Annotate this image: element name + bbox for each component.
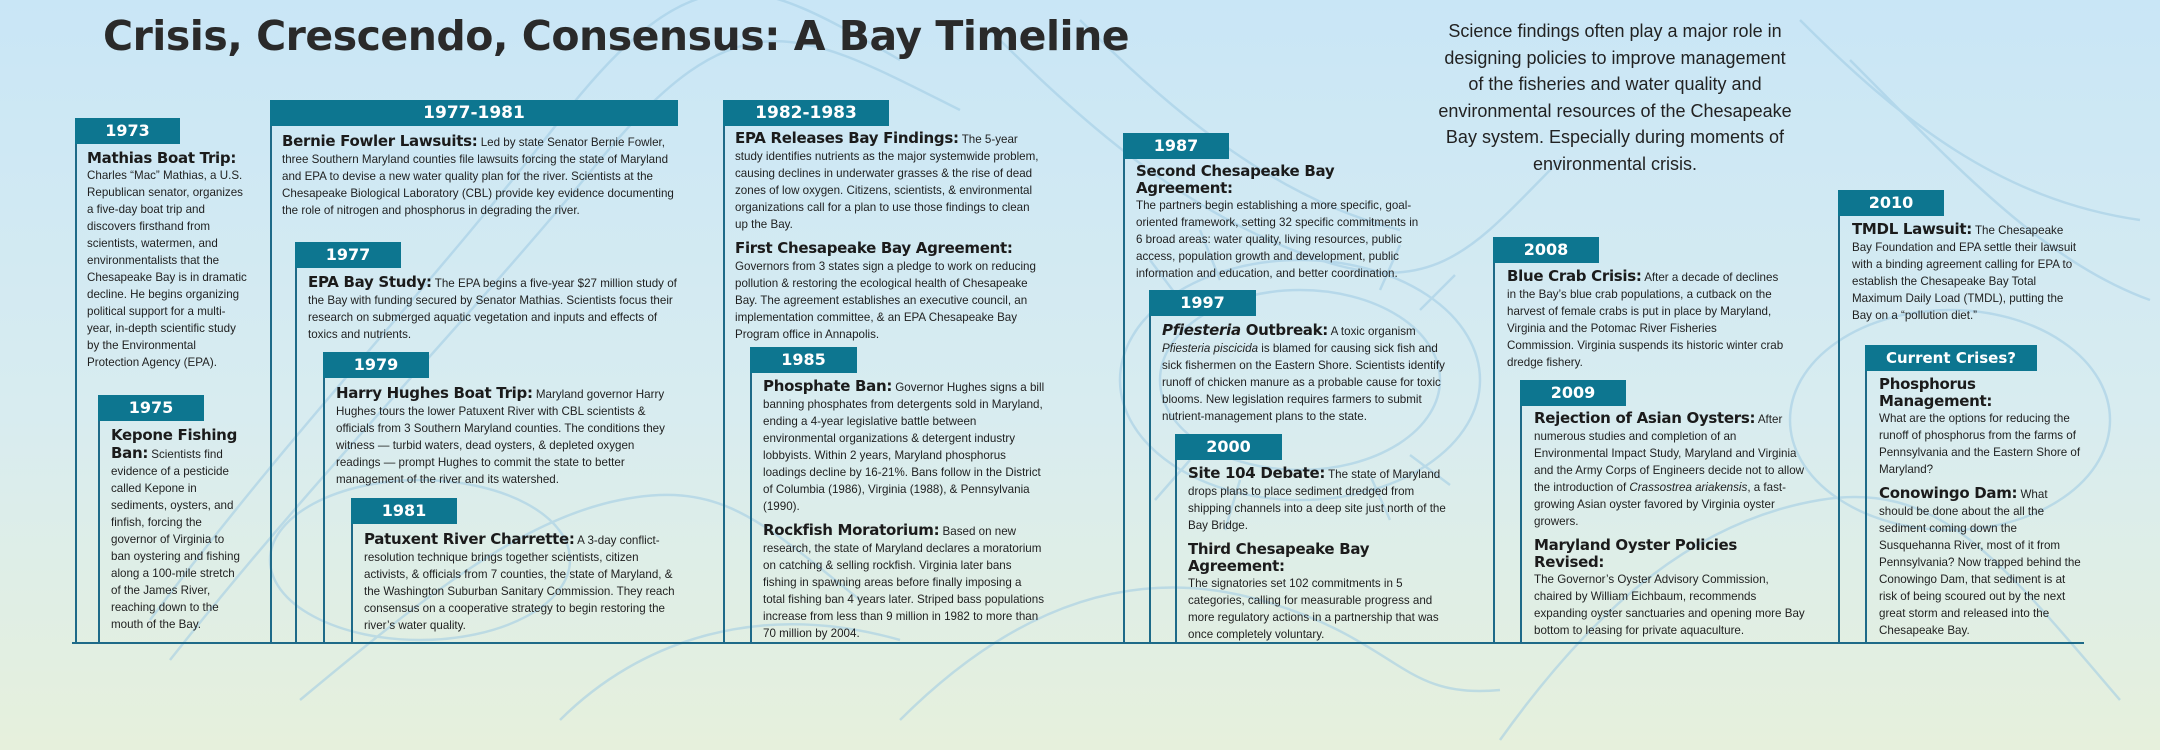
year-label: 1973 <box>105 121 150 140</box>
event-heading: Blue Crab Crisis: <box>1507 267 1642 285</box>
event-text: After numerous studies and completion of an Environmental Impact Study, Maryland and Virginia and the Army Corps of Engineers decide not to allow the introduction of <box>1534 413 1805 494</box>
event-heading: Maryland Oyster Policies Revised: <box>1534 536 1738 571</box>
page-title: Crisis, Crescendo, Consensus: A Bay Timeline <box>103 12 1130 60</box>
connector-2010 <box>1838 215 1840 642</box>
event-text: What should be done about the all the sediment coming down the Susquehanna River, most of it from Pennsylvania? Now trapped behind the Conowingo Dam, that sediment is at risk of being scoured out by the next great storm and released into the Chesapeake Bay. <box>1879 488 2081 637</box>
year-banner-2010 <box>1838 190 1944 216</box>
connector-1973 <box>75 120 77 642</box>
event-heading: Phosphorus Management: <box>1879 375 1993 410</box>
event-text: After a decade of declines in the Bay’s blue crab populations, a cutback on the harvest of female crabs is put in place by Maryland, Virginia and the Potomac River Fisheries Commission. Virginia suspends its historic winter crab dredge fishery. <box>1507 271 1784 369</box>
year-label: 2010 <box>1868 193 1914 212</box>
connector-2008 <box>1493 262 1495 642</box>
event-1981 <box>364 531 686 634</box>
year-label: 1987 <box>1153 136 1199 155</box>
year-label: 2009 <box>1550 383 1596 402</box>
event-text: The signatories set 102 commitments in 5 categories, calling for measurable progress and more regulatory actions in a partnership that was once completely voluntary. <box>1188 577 1439 641</box>
event-current <box>1879 376 2084 646</box>
year-label: 1997 <box>1180 293 1225 312</box>
connector-1977 <box>295 266 297 642</box>
event-text: Led by state Senator Bernie Fowler, three Southern Maryland counties file lawsuits forcing the state of Maryland and EPA to devise a new water quality plan for the river. Scientists at the Chesapeake Biological Laboratory (CBL) provide key evidence documenting the role of nitrogen and phosphorus in degrading the river. <box>282 136 674 217</box>
event-heading: Harry Hughes Boat Trip: <box>336 384 533 402</box>
event-text-cont: , a fast-growing Asian oyster favored by Virginia oyster growers. <box>1534 481 1786 528</box>
year-label: 1985 <box>781 350 826 369</box>
year-banner-2009 <box>1520 380 1626 406</box>
event-1977 <box>308 274 678 343</box>
event-text: Governors from 3 states sign a pledge to work on reducing pollution & restoring the ecological health of Chesapeake Bay. The agreement establishes an executive council, an implementation committee, & an EPA Chesapeake Bay Program office in Annapolis. <box>735 260 1036 341</box>
year-banner-1979 <box>323 352 429 378</box>
year-banner-1973 <box>75 118 180 144</box>
event-heading: Conowingo Dam: <box>1879 484 2018 502</box>
connector-2000 <box>1175 459 1177 642</box>
connector-current <box>1865 370 1867 642</box>
event-1982-1983 <box>735 130 1045 350</box>
year-banner-1987 <box>1123 133 1229 159</box>
year-banner-1977 <box>295 242 401 268</box>
event-heading: EPA Bay Study: <box>308 273 432 291</box>
event-text: Maryland governor Harry Hughes tours the lower Patuxent River with CBL scientists & officials from 3 Southern Maryland counties. The conditions they witness — turbid waters, dead oysters, & depleted oxygen readings — prompt Hughes to commit the state to better management of the river and its watershed. <box>336 388 665 486</box>
event-text: The Governor’s Oyster Advisory Commission, chaired by William Eichbaum, recommends expanding oyster sanctuaries and opening more Bay bottom to leasing for private aquaculture. <box>1534 573 1805 637</box>
event-text: The partners begin establishing a more specific, goal-oriented framework, setting 32 specific commitments in 6 broad areas: water quality, living resources, public access, population growth and development, public information and education, and better coordination. <box>1136 199 1419 280</box>
event-text: Scientists find evidence of a pesticide called Kepone in sediments, oysters, and finfish, forcing the governor of Virginia to ban oystering and fishing along a 100-mile stretch of the James River, reaching down to the mouth of the Bay. <box>111 448 240 631</box>
event-heading-italic: Pfiesteria <box>1162 321 1241 339</box>
connector-2009 <box>1520 405 1522 642</box>
event-heading: Phosphate Ban: <box>763 377 893 395</box>
year-banner-1985 <box>750 347 857 373</box>
connector-1997 <box>1149 315 1151 642</box>
year-label: 1977 <box>325 245 371 264</box>
event-2010 <box>1852 221 2084 324</box>
connector-1985 <box>750 371 752 642</box>
event-heading: Rejection of Asian Oysters: <box>1534 409 1756 427</box>
event-2009 <box>1534 410 1809 646</box>
connector-1979 <box>323 377 325 642</box>
intro-text: Science findings often play a major role in designing policies to improve management of the fisheries and water quality and environmental resources of the Chesapeake Bay system. Especially during moments of environmental crisis. <box>1438 21 1792 174</box>
event-text: What are the options for reducing the runoff of phosphorus from the farms of Pennsylvania and the Eastern Shore of Maryland? <box>1879 412 2081 476</box>
year-banner-2000 <box>1175 434 1282 460</box>
event-1987 <box>1136 163 1421 282</box>
connector-1987 <box>1123 155 1125 642</box>
event-1979 <box>336 385 681 488</box>
event-1975 <box>111 427 246 633</box>
event-1985 <box>763 378 1045 649</box>
year-banner-1981 <box>351 498 457 524</box>
year-label: 1982-1983 <box>755 103 857 123</box>
event-heading: First Chesapeake Bay Agreement: <box>735 239 1013 257</box>
event-text-cont: is blamed for causing sick fish and sick fishermen on the Eastern Shore. Scientists identify runoff of chicken manure as a probable cause for toxic blooms. New legislation requires farmers to submit nutrient-management plans to the state. <box>1162 342 1445 423</box>
event-text: A 3-day conflict-resolution technique brings together scientists, citizen activists, & officials from 7 counties, the state of Maryland, & the Washington Suburban Sanitary Commission. They reach consensus on a cooperative strategy to begin restoring the river’s water quality. <box>364 534 675 632</box>
event-heading: Outbreak: <box>1240 321 1329 339</box>
event-text: The state of Maryland drops plans to place sediment dredged from shipping channels into a deep site just north of the Bay Bridge. <box>1188 468 1446 532</box>
year-banner-1975 <box>98 395 204 421</box>
event-2000 <box>1188 465 1458 650</box>
year-banner-1977-1981 <box>270 100 678 126</box>
event-heading: Second Chesapeake Bay Agreement: <box>1136 162 1335 197</box>
year-label: 1977-1981 <box>423 103 525 123</box>
event-text: Based on new research, the state of Maryland declares a moratorium on catching & selling rockfish. Virginia later bans fishing in spawning areas before finally imposing a total fishing ban 4 years later. Striped bass populations increase from less than 9 million in 1982 to more than 70 million by 2004. <box>763 525 1045 640</box>
event-heading: EPA Releases Bay Findings: <box>735 129 959 147</box>
year-label: 2000 <box>1206 437 1251 456</box>
event-1973 <box>87 150 247 371</box>
event-heading: Third Chesapeake Bay Agreement: <box>1188 540 1370 575</box>
connector-1975 <box>98 418 100 642</box>
event-heading: Site 104 Debate: <box>1188 464 1326 482</box>
year-banner-1997 <box>1149 290 1256 316</box>
current-crises-label: Current Crises? <box>1885 349 2016 367</box>
event-heading: Kepone Fishing Ban: <box>111 426 238 462</box>
event-text: A toxic organism <box>1330 325 1416 338</box>
event-heading: TMDL Lawsuit: <box>1852 220 1972 238</box>
connector-1981 <box>351 523 353 642</box>
event-text: Governor Hughes signs a bill banning phosphates from detergents sold in Maryland, ending a 4-year legislative battle between environmental organizations & detergent industry lobbyists. Within 2 years, Maryland phosphorus loadings decline by 16-21%. Bans follow in the District of Columbia (1986), Virginia (1988), & Pennsylvania (1990). <box>763 381 1045 513</box>
event-text: The Chesapeake Bay Foundation and EPA settle their lawsuit with a binding agreement calling for EPA to establish the Chesapeake Bay Total Maximum Daily Load (TMDL), putting the Bay on a “pollution diet.” <box>1852 224 2077 322</box>
event-heading: Mathias Boat Trip: <box>87 149 237 167</box>
species-name: Crassostrea ariakensis <box>1629 481 1748 494</box>
year-label: 2008 <box>1523 240 1569 259</box>
connector-1977-1981 <box>270 125 272 642</box>
event-text: Charles “Mac” Mathias, a U.S. Republican senator, organizes a five-day boat trip and discovers firsthand from scientists, watermen, and environmentalists that the Chesapeake Bay is in dramatic decline. He begins organizing political support for a multi-year, in-depth scientific study by the Environmental Protection Agency (EPA). <box>87 169 247 369</box>
current-crises-banner <box>1865 345 2037 371</box>
event-heading: Rockfish Moratorium: <box>763 521 940 539</box>
year-label: 1979 <box>353 355 399 374</box>
year-label: 1981 <box>381 501 427 520</box>
event-text: The 5-year study identifies nutrients as the major systemwide problem, causing declines in underwater grasses & the rise of dead zones of low oxygen. Citizens, scientists, & environmental organizations call for a plan to use those findings to clean up the Bay. <box>735 133 1039 231</box>
year-label: 1975 <box>128 398 174 417</box>
event-text: The EPA begins a five-year $27 million study of the Bay with funding secured by Senator Mathias. Scientists focus their research on submerged aquatic vegetation and inputs and effects of toxics and nutrients. <box>308 277 677 341</box>
event-1977-1981 <box>282 133 674 219</box>
year-banner-1982-1983 <box>723 100 889 126</box>
event-heading: Bernie Fowler Lawsuits: <box>282 132 478 150</box>
year-banner-2008 <box>1493 237 1599 263</box>
event-1997 <box>1162 322 1457 425</box>
event-2008 <box>1507 268 1787 371</box>
event-heading: Patuxent River Charrette: <box>364 530 575 548</box>
connector-1982-1983 <box>723 125 725 642</box>
species-name: Pfiesteria piscicida <box>1162 342 1259 355</box>
